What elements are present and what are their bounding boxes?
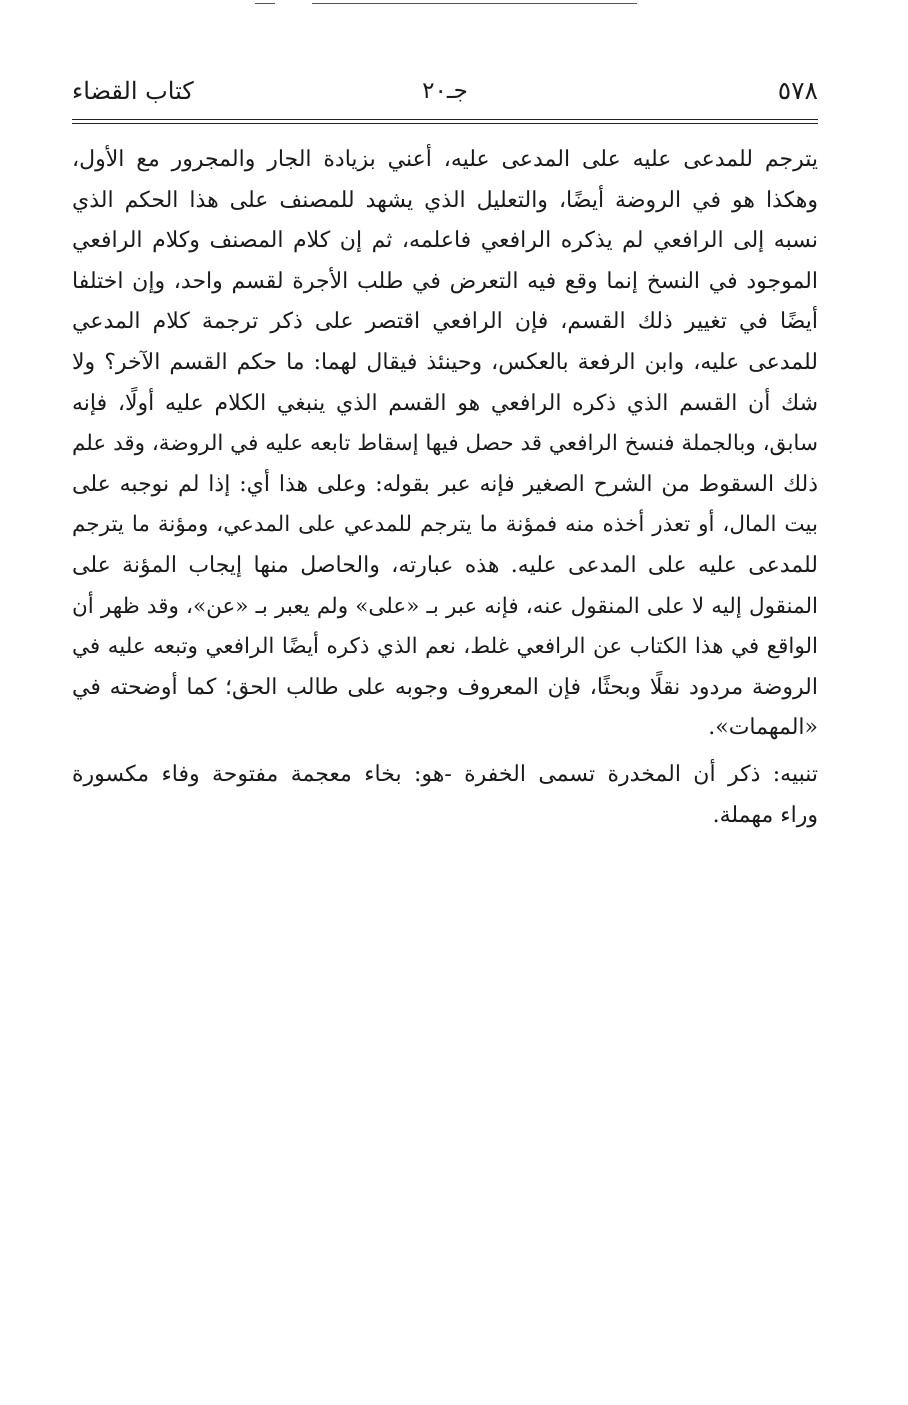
- text-line: ذلك السقوط من الشرح الصغير فإنه عبر بقوله: وعلى هذا أي: إذا لم نوجبه على: [72, 471, 818, 497]
- top-mark-long: [312, 3, 637, 4]
- text-line: شك أن القسم الذي ذكره الرافعي هو القسم الذي ينبغي الكلام عليه أولًا، فإنه: [72, 390, 818, 416]
- page-body: [72, 140, 818, 836]
- text-line: أيضًا في تغيير ذلك القسم، فإن الرافعي اقتصر على ذكر ترجمة كلام المدعي: [72, 309, 818, 335]
- text-line: وهكذا هو في الروضة أيضًا، والتعليل الذي يشهد للمصنف على هذا الحكم الذي: [72, 187, 818, 213]
- text-line: بيت المال، أو تعذر أخذه منه فمؤنة ما يترجم للمدعي على المدعي، ومؤنة ما يترجم: [72, 512, 818, 538]
- book-title: كتاب القضاء: [72, 77, 194, 105]
- text-line: للمدعى عليه على المدعى عليه. هذه عبارته، والحاصل منها إيجاب المؤنة على: [72, 552, 818, 578]
- running-header: [72, 74, 818, 114]
- text-line: وراء مهملة.: [712, 802, 818, 828]
- text-line: يترجم للمدعى عليه على المدعى عليه، أعني بزيادة الجار والمجرور مع الأول،: [72, 147, 818, 172]
- top-mark-short: [255, 3, 275, 4]
- text-line: سابق، وبالجملة فنسخ الرافعي قد حصل فيها إسقاط تابعه عليه في الروضة، وقد علم: [71, 431, 818, 457]
- header-rule-bottom: [72, 123, 818, 124]
- text-line: تنبيه: ذكر أن المخدرة تسمى الخفرة -هو: بخاء معجمة مفتوحة وفاء مكسورة: [72, 761, 818, 787]
- paragraph-note: [72, 755, 818, 836]
- top-scan-marks: [0, 0, 908, 10]
- page-number: ٥٧٨: [777, 76, 818, 105]
- text-line: الواقع في هذا الكتاب عن الرافعي غلط، نعم الذي ذكره أيضًا الرافعي وتبعه عليه في: [72, 634, 818, 660]
- text-line: نسبه إلى الرافعي لم يذكره الرافعي فاعلمه، ثم إن كلام المصنف وكلام الرافعي: [72, 228, 818, 254]
- text-line: الموجود في النسخ إنما وقع فيه التعرض في طلب الأجرة لقسم واحد، وإن اختلفا: [72, 268, 818, 294]
- text-line: الروضة مردود نقلًا وبحثًا، فإن المعروف وجوبه على طالب الحق؛ كما أوضحته في: [72, 674, 818, 700]
- header-rule-top: [72, 119, 818, 120]
- text-line: «المهمات».: [708, 715, 818, 741]
- paragraph-main: [72, 140, 818, 749]
- volume-number: جـ٢٠: [422, 78, 468, 104]
- text-line: المنقول إليه لا على المنقول عنه، فإنه عبر بـ «على» ولم يعبر بـ «عن»، وقد ظهر أن: [72, 593, 818, 619]
- text-line: للمدعى عليه، وابن الرفعة بالعكس، وحينئذ فيقال لهما: ما حكم القسم الآخر؟ ولا: [72, 349, 818, 375]
